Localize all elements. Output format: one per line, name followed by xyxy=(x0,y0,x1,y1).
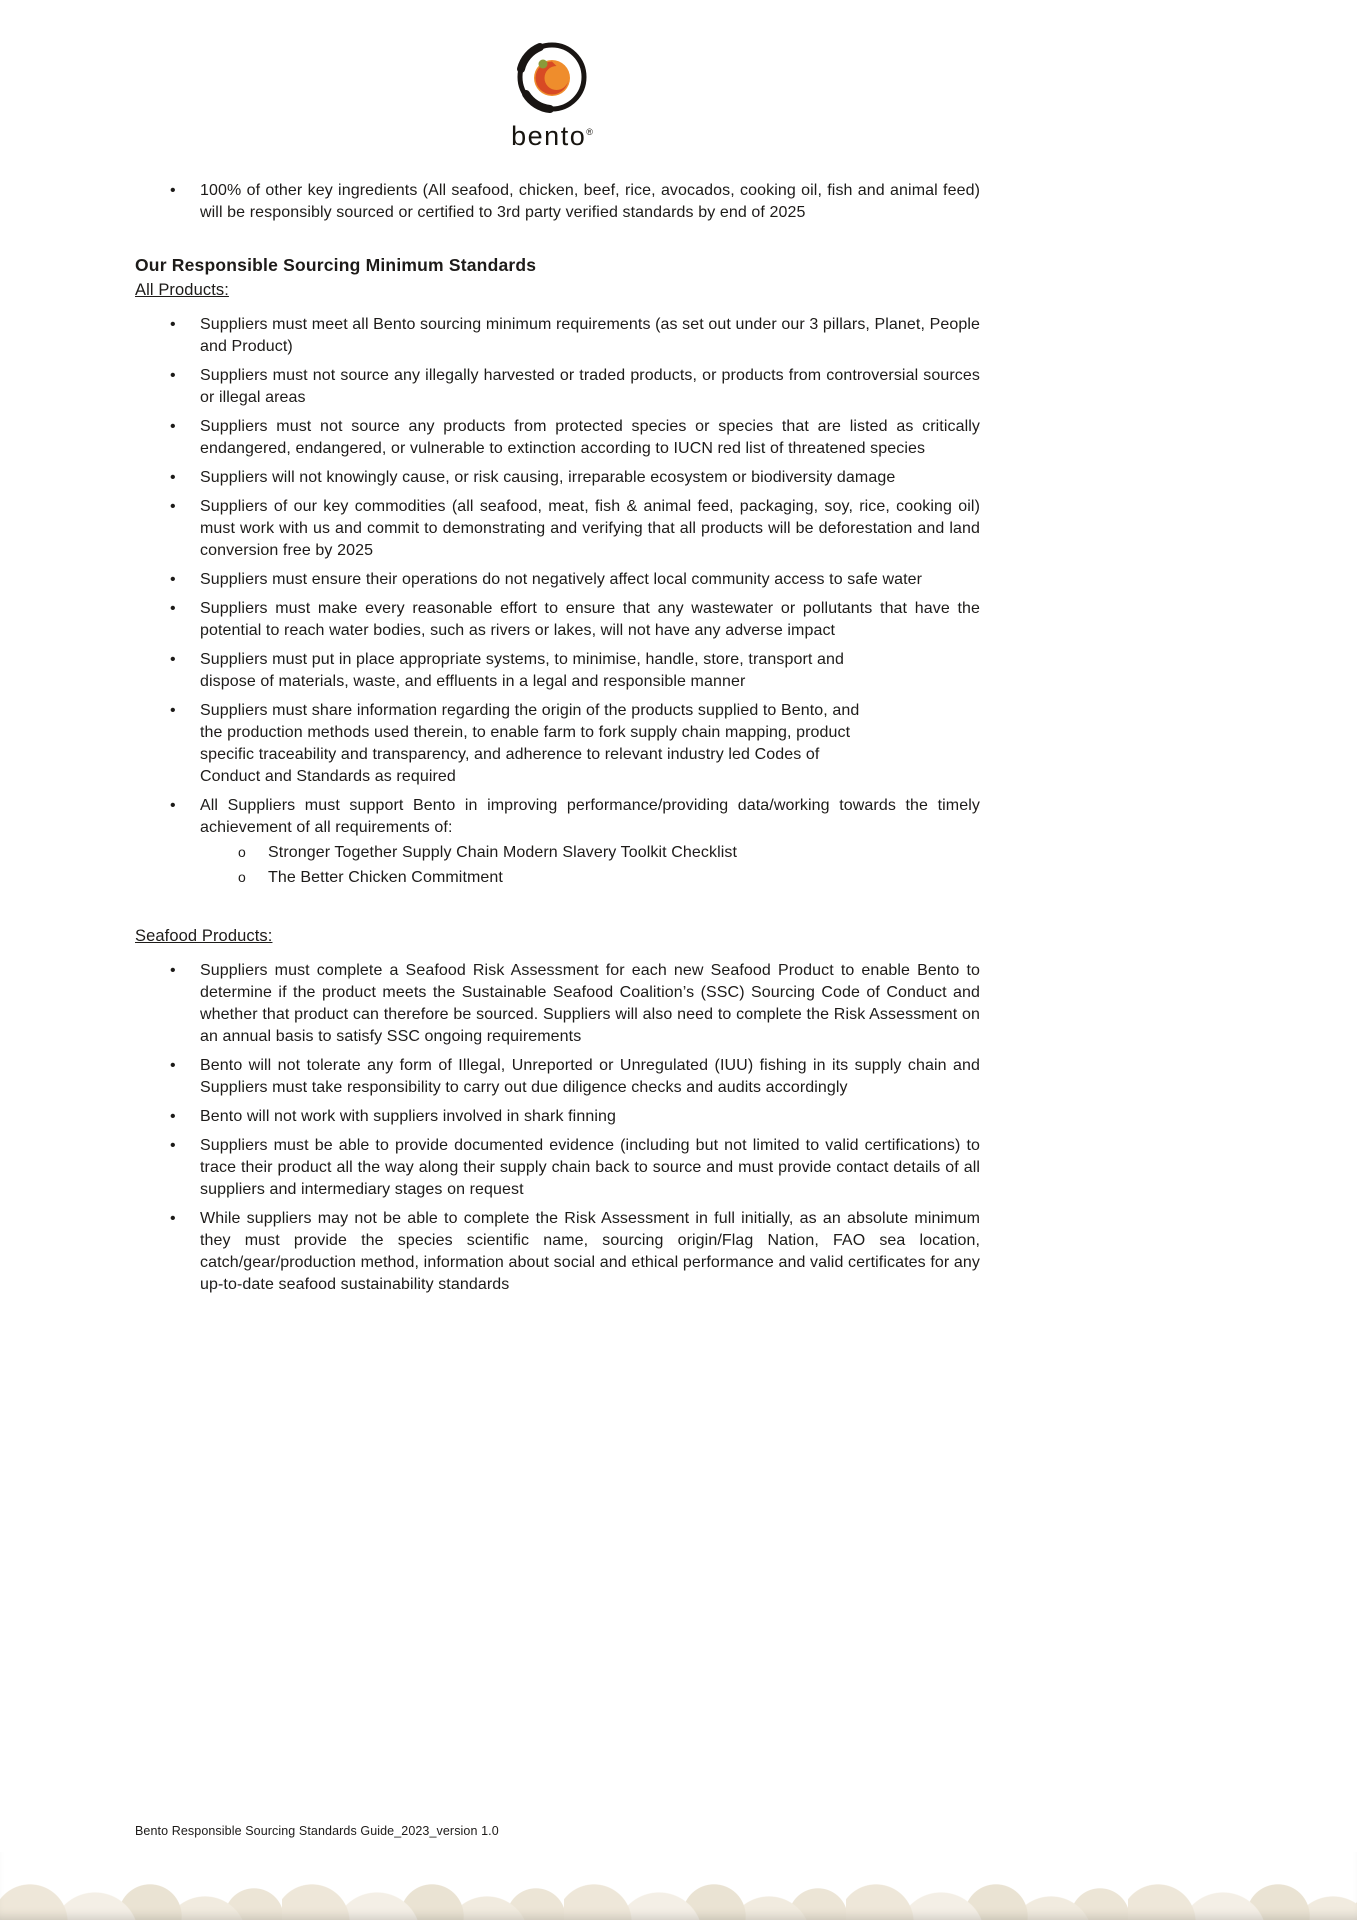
seafood-bullet-list xyxy=(135,960,980,1296)
bullet-item: • Suppliers must complete a Seafood Risk Assessment for each new Seafood Product to enable Bento to determine if the product meets the Sustainable Seafood Coalition’s (SSC) Sourcing Code of Conduct and whether that product can therefore be sourced. Suppliers will also need to complete the Risk Assessment on an annual basis to satisfy SSC ongoing requirements xyxy=(168,960,980,1048)
bento-swirl-icon xyxy=(497,36,607,118)
sub-bullet-item: o The Better Chicken Commitment xyxy=(238,867,980,889)
intro-bullet-list xyxy=(135,180,980,224)
brand-wordmark xyxy=(494,121,610,152)
bullet-item: • Suppliers must make every reasonable effort to ensure that any wastewater or pollutants that have the potential to reach water bodies, such as rivers or lakes, will not have any adverse impact xyxy=(168,598,980,642)
bullet-item: • Suppliers must put in place appropriate systems, to minimise, handle, store, transport and dispose of materials, waste, and effluents in a legal and responsible manner xyxy=(168,649,873,693)
all-products-subheading: All Products: xyxy=(135,281,229,299)
bullet-item: • Suppliers must ensure their operations do not negatively affect local community access to safe water xyxy=(168,569,980,591)
bullet-item: • Suppliers must meet all Bento sourcing minimum requirements (as set out under our 3 pillars, Planet, People and Product) xyxy=(168,314,980,358)
bullet-item: • Suppliers must be able to provide documented evidence (including but not limited to valid certifications) to trace their product all the way along their supply chain back to source and must provide contact details of all suppliers and intermediary stages on request xyxy=(168,1135,980,1201)
bullet-item xyxy=(168,795,980,889)
bullet-item: • Suppliers must not source any products from protected species or species that are listed as critically endangered, endangered, or vulnerable to extinction according to IUCN red list of threatened species xyxy=(168,416,980,460)
bullet-item: • Bento will not tolerate any form of Illegal, Unreported or Unregulated (IUU) fishing in its supply chain and Suppliers must take responsibility to carry out due diligence checks and audits accordingly xyxy=(168,1055,980,1099)
scallop-border-decoration xyxy=(0,1852,1357,1920)
seafood-products-subheading: Seafood Products: xyxy=(135,927,273,945)
sub-bullet-item: o Stronger Together Supply Chain Modern Slavery Toolkit Checklist xyxy=(238,842,980,864)
bullet-item: • While suppliers may not be able to complete the Risk Assessment in full initially, as an absolute minimum they must provide the species scientific name, sourcing origin/Flag Nation, FAO sea location, catch/gear/production method, information about social and ethical performance and valid certificates for any up-to-date seafood sustainability standards xyxy=(168,1208,980,1296)
page-footer: Bento Responsible Sourcing Standards Guide_2023_version 1.0 xyxy=(135,1824,499,1838)
registered-mark: ® xyxy=(586,127,593,137)
all-products-bullet-list xyxy=(135,314,980,889)
bullet-item: • Suppliers must not source any illegally harvested or traded products, or products from controversial sources or illegal areas xyxy=(168,365,980,409)
bullet-item: • Suppliers must share information regarding the origin of the products supplied to Bento, and the production methods used therein, to enable farm to fork supply chain mapping, product specific traceability and transparency, and adherence to relevant industry led Codes of Conduct and Standards as required xyxy=(168,700,873,788)
bullet-text: All Suppliers must support Bento in improving performance/providing data/working towards the timely achievement of all requirements of: xyxy=(200,797,980,836)
sub-bullet-list xyxy=(200,842,980,889)
document-body xyxy=(135,180,980,1303)
bento-logo xyxy=(494,36,610,152)
brand-text: bento xyxy=(511,121,587,151)
bullet-item: • Suppliers of our key commodities (all seafood, meat, fish & animal feed, packaging, soy, rice, cooking oil) must work with us and commit to demonstrating and verifying that all products will be deforestation and land conversion free by 2025 xyxy=(168,496,980,562)
bullet-item: • Suppliers will not knowingly cause, or risk causing, irreparable ecosystem or biodiversity damage xyxy=(168,467,980,489)
standards-heading: Our Responsible Sourcing Minimum Standards xyxy=(135,255,537,275)
bullet-item: • Bento will not work with suppliers involved in shark finning xyxy=(168,1106,980,1128)
bullet-item: • 100% of other key ingredients (All seafood, chicken, beef, rice, avocados, cooking oil, fish and animal feed) will be responsibly sourced or certified to 3rd party verified standards by end of 2025 xyxy=(168,180,980,224)
